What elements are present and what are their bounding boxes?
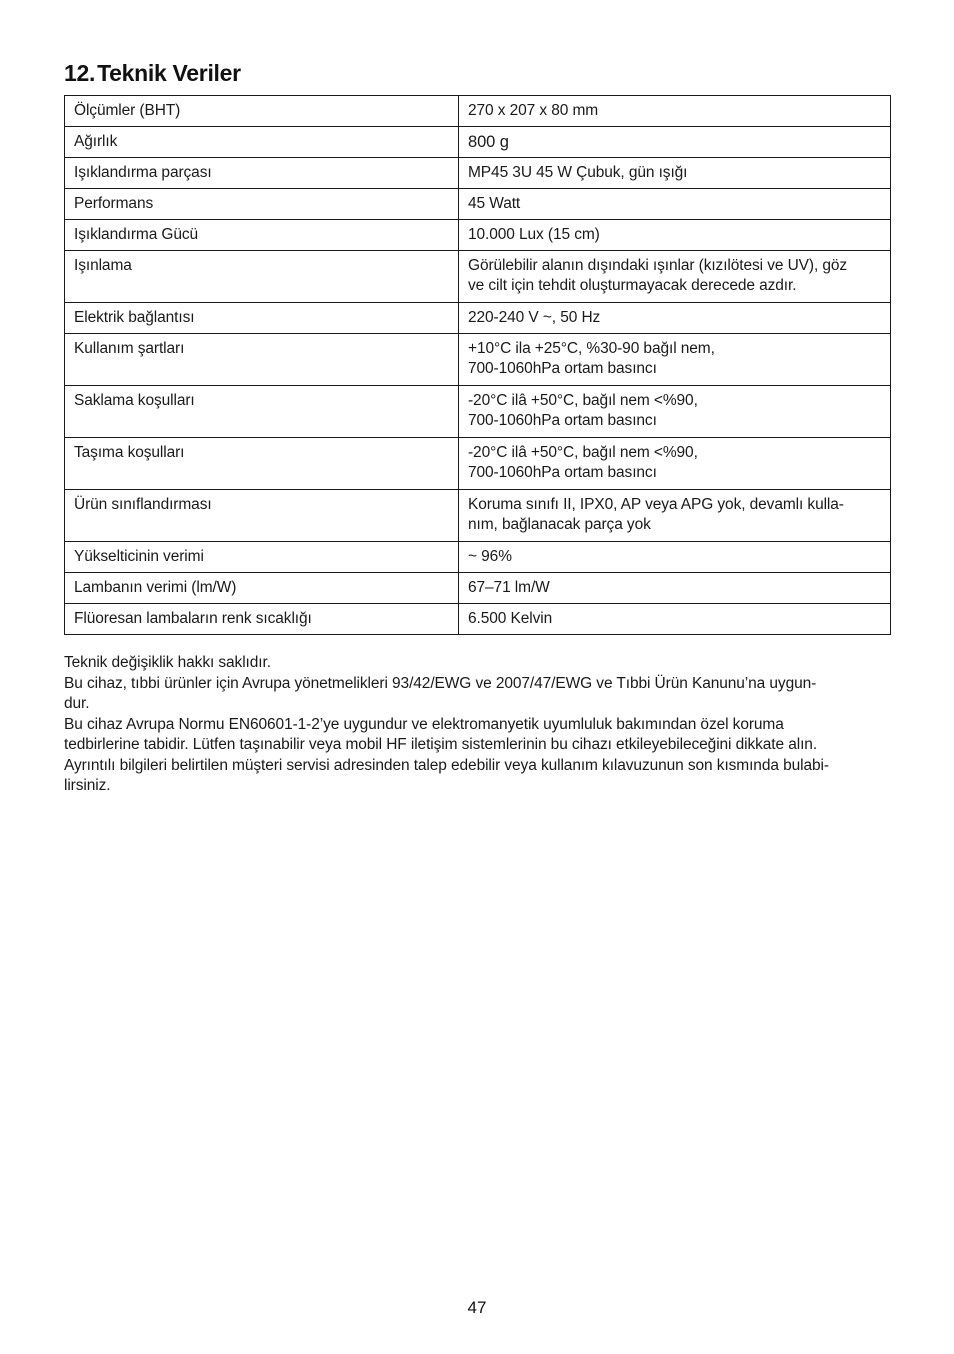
section-title: Teknik Veriler <box>97 60 241 86</box>
spec-value: 800 g <box>459 127 891 158</box>
note-line: Teknik değişiklik hakkı saklıdır. <box>64 654 271 671</box>
note-line: Ayrıntılı bilgileri belirtilen müşteri servisi adresinden talep edebilir veya kullanım kılavuzunun son kısmında bulabi- <box>64 756 829 774</box>
table-row <box>65 334 891 386</box>
spec-value: 67–71 lm/W <box>459 573 891 604</box>
table-row <box>65 251 891 303</box>
table-row <box>65 158 891 189</box>
spec-label: Işınlama <box>65 251 459 303</box>
table-row <box>65 490 891 542</box>
section-heading <box>64 60 241 87</box>
table-row <box>65 189 891 220</box>
spec-value: 10.000 Lux (15 cm) <box>459 220 891 251</box>
table-row <box>65 438 891 490</box>
spec-label: Ağırlık <box>65 127 459 158</box>
table-row <box>65 303 891 334</box>
spec-value: Koruma sınıfı II, IPX0, AP veya APG yok, devamlı kulla- nım, bağlanacak parça yok <box>459 490 891 542</box>
spec-value: 6.500 Kelvin <box>459 604 891 635</box>
notes-paragraph <box>64 653 894 797</box>
spec-value: ~ 96% <box>459 542 891 573</box>
note-line: Bu cihaz, tıbbi ürünler için Avrupa yönetmelikleri 93/42/EWG ve 2007/47/EWG ve Tıbbi Ürün Kanunu’na uygun- <box>64 674 817 692</box>
spec-label: Işıklandırma Gücü <box>65 220 459 251</box>
note-line: lirsiniz. <box>64 777 111 794</box>
page-number: 47 <box>467 1298 487 1317</box>
spec-value: 220-240 V ~, 50 Hz <box>459 303 891 334</box>
table-row <box>65 573 891 604</box>
note-line: dur. <box>64 695 90 712</box>
note-line: tedbirlerine tabidir. Lütfen taşınabilir veya mobil HF iletişim sistemlerinin bu cihazı etkileyebileceğini dikkate alın. <box>64 736 818 753</box>
table-row <box>65 127 891 158</box>
note-line: Bu cihaz Avrupa Normu EN60601-1-2’ye uygundur ve elektromanyetik uyumluluk bakımından özel koruma <box>64 715 784 733</box>
spec-label: Kullanım şartları <box>65 334 459 386</box>
table-row <box>65 220 891 251</box>
spec-label: Yükselticinin verimi <box>65 542 459 573</box>
spec-value: Görülebilir alanın dışındaki ışınlar (kızılötesi ve UV), göz ve cilt için tehdit oluşturmayacak derecede azdır. <box>459 251 891 303</box>
spec-value: -20°C ilâ +50°C, bağıl nem <%90, 700-1060hPa ortam basıncı <box>459 386 891 438</box>
spec-label: Lambanın verimi (lm/W) <box>65 573 459 604</box>
spec-label: Işıklandırma parçası <box>65 158 459 189</box>
table-row <box>65 386 891 438</box>
spec-label: Saklama koşulları <box>65 386 459 438</box>
technical-data-table <box>64 95 891 635</box>
table-row <box>65 604 891 635</box>
spec-label: Performans <box>65 189 459 220</box>
spec-label: Elektrik bağlantısı <box>65 303 459 334</box>
spec-value: -20°C ilâ +50°C, bağıl nem <%90, 700-1060hPa ortam basıncı <box>459 438 891 490</box>
spec-value: 45 Watt <box>459 189 891 220</box>
spec-label: Ölçümler (BHT) <box>65 96 459 127</box>
spec-value: MP45 3U 45 W Çubuk, gün ışığı <box>459 158 891 189</box>
spec-value: 270 x 207 x 80 mm <box>459 96 891 127</box>
table-row <box>65 542 891 573</box>
spec-label: Ürün sınıflandırması <box>65 490 459 542</box>
table-row <box>65 96 891 127</box>
section-number: 12. <box>64 60 96 86</box>
spec-label: Flüoresan lambaların renk sıcaklığı <box>65 604 459 635</box>
spec-label: Taşıma koşulları <box>65 438 459 490</box>
spec-value: +10°C ila +25°C, %30-90 bağıl nem, 700-1060hPa ortam basıncı <box>459 334 891 386</box>
